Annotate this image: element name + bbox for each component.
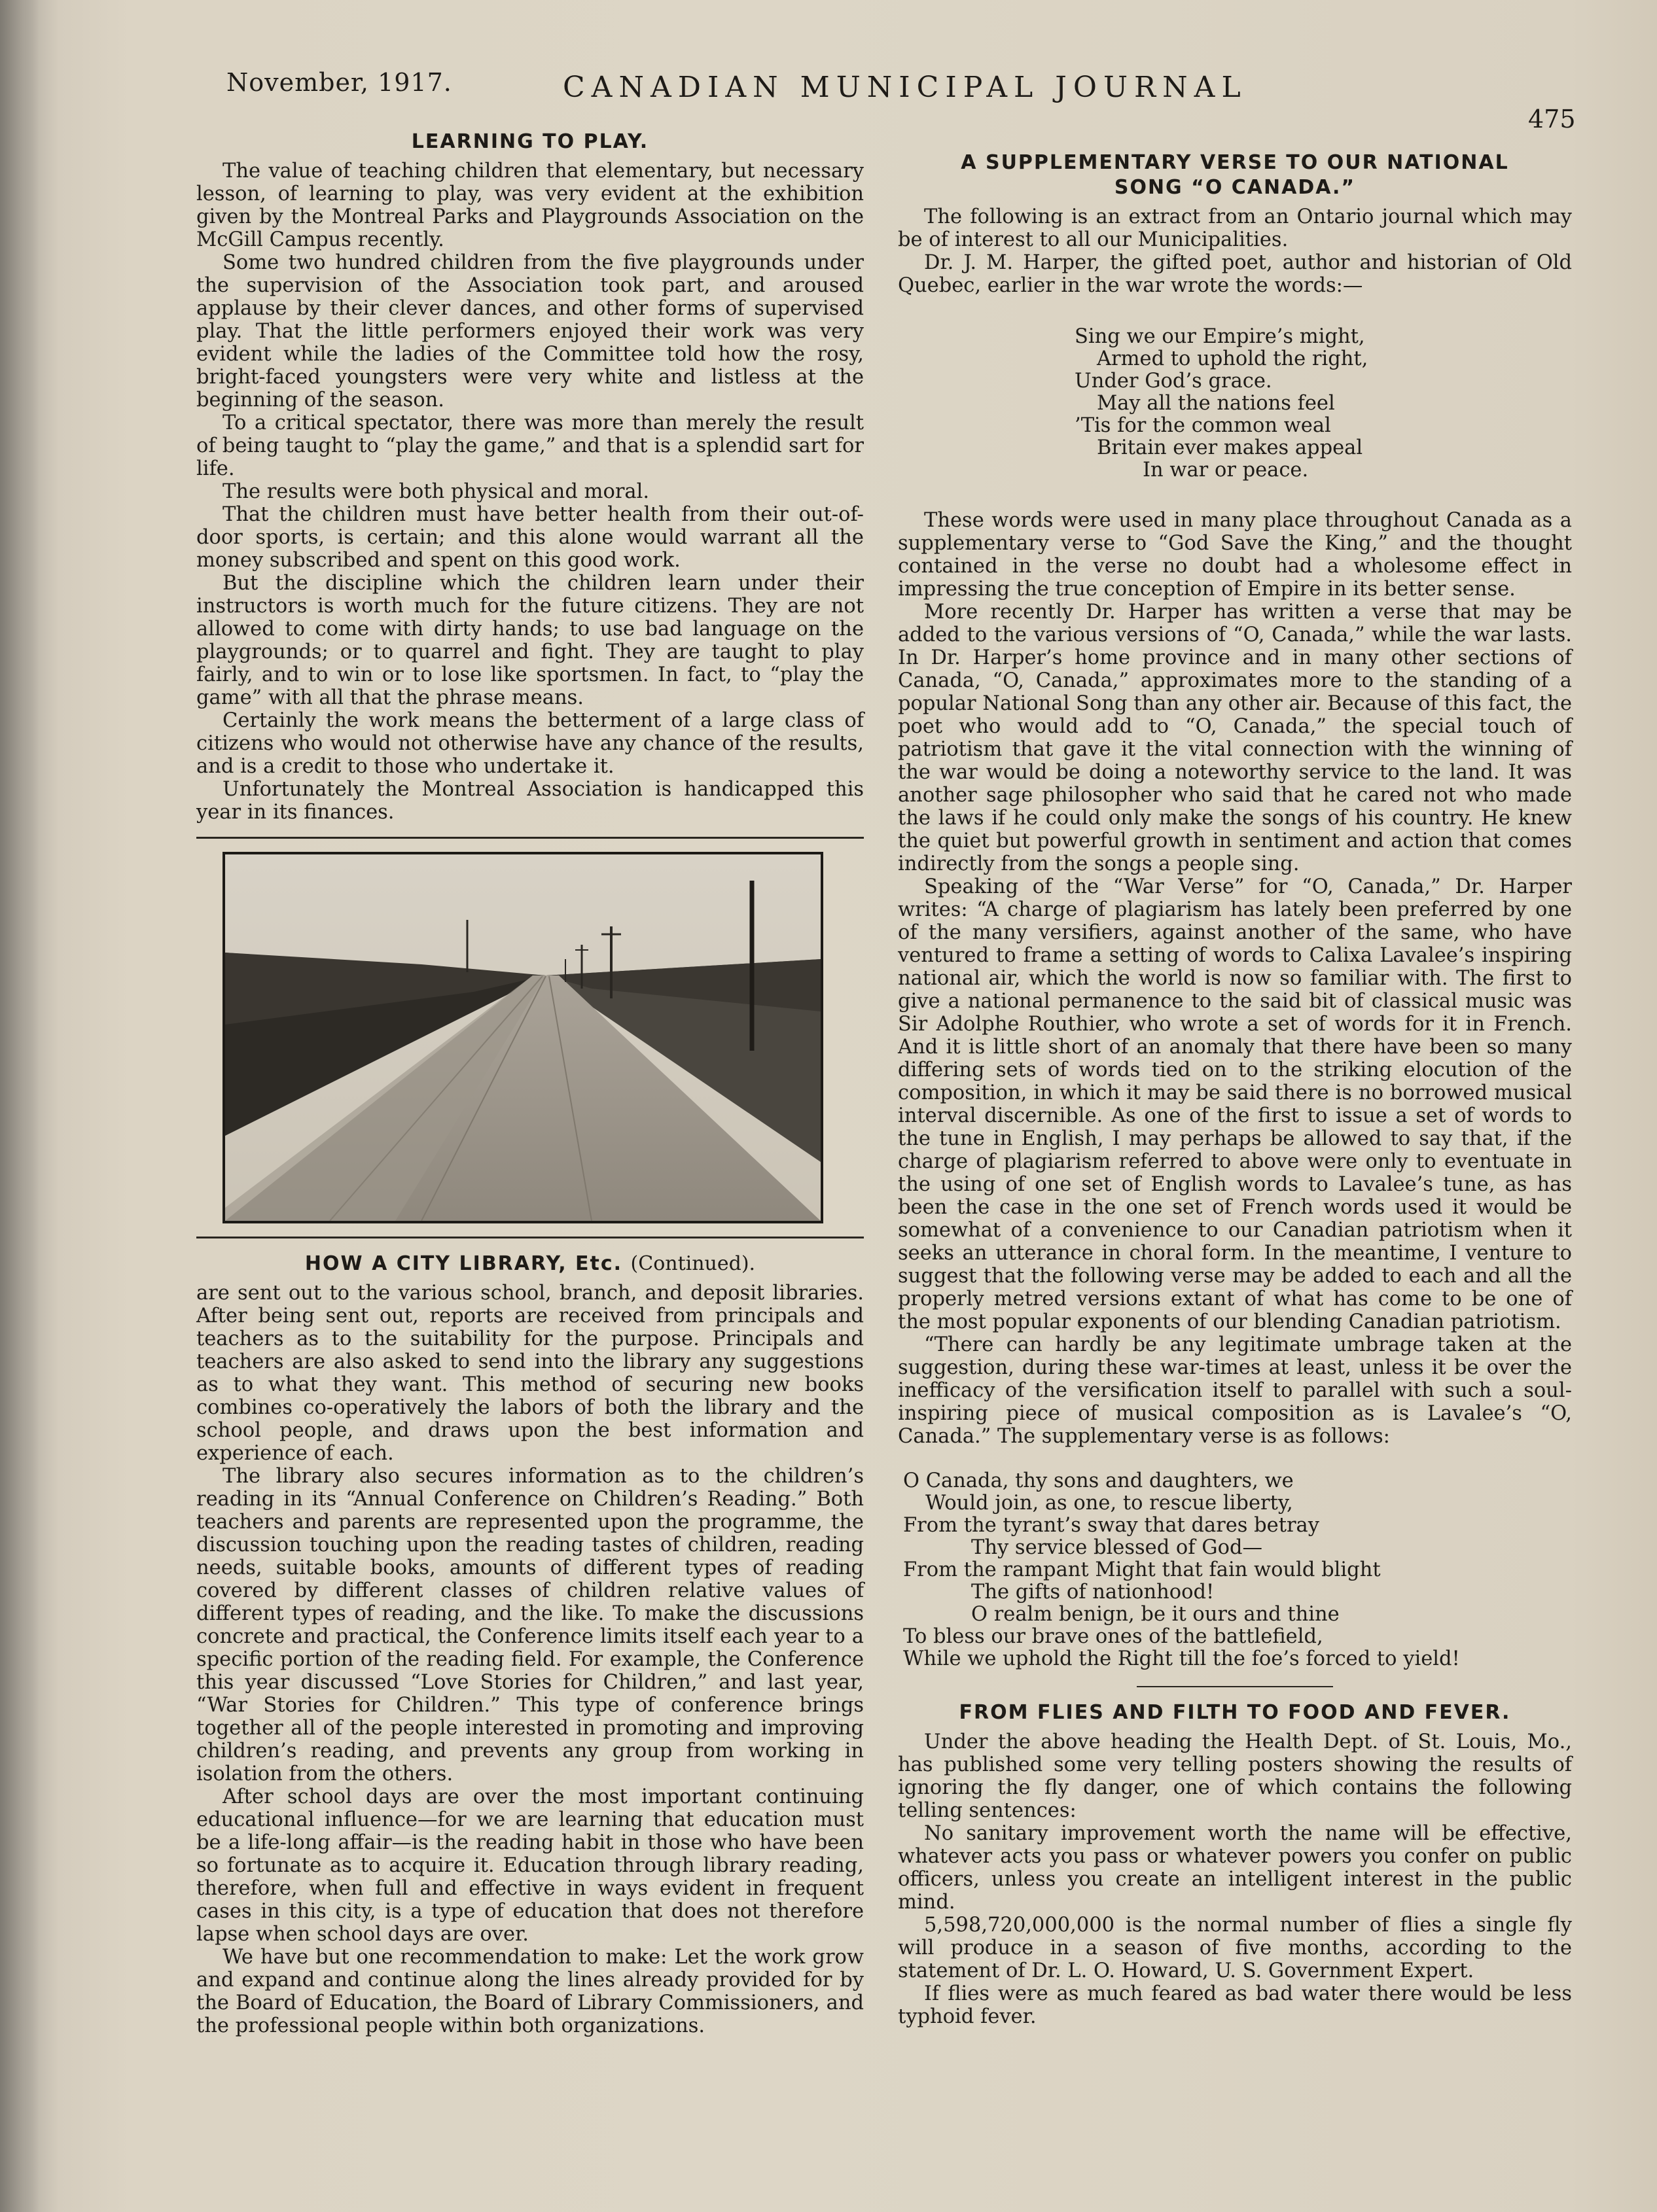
paragraph: The results were both physical and moral. bbox=[223, 480, 650, 503]
column-rule bbox=[196, 1237, 864, 1238]
paragraph: The value of teaching children that elementary, but necessary lesson, of learning to play, was very evident at the exhibition given by the Montreal Parks and Playgrounds Association on the McGill Campus recently. bbox=[196, 160, 864, 251]
article-heading-learning: LEARNING TO PLAY. bbox=[411, 130, 649, 153]
poem-line: Sing we our Empire’s might, bbox=[1075, 325, 1365, 348]
left-column bbox=[196, 130, 864, 2037]
paragraph: are sent out to the various school, branch, and deposit libraries. After being sent out, reports are received from principals and teachers as to the suitability for the purpose. Principals and teachers are also asked to send into the library any suggestions as to what they want. This method of securing new books combines co-operatively the labors of both the library and the school people, and draws upon the best information and experience of each. bbox=[196, 1282, 864, 1465]
paragraph: Some two hundred children from the five playgrounds under the supervision of the Association took part, and aroused applause by their clever dances, and other forms of supervised play. That the little performers enjoyed their work was very evident while the ladies of the Committee told how the rosy, bright-faced youngsters were very white and listless at the beginning of the season. bbox=[196, 251, 864, 412]
poem-line: Armed to uphold the right, bbox=[1097, 347, 1368, 370]
paragraph: The following is an extract from an Ontario journal which may be of interest to all our Municipalities. bbox=[898, 205, 1572, 251]
poem-line: O realm benign, be it ours and thine bbox=[971, 1603, 1340, 1626]
page-number: 475 bbox=[1528, 105, 1576, 133]
library-heading-continued: (Continued). bbox=[630, 1252, 756, 1275]
poem-line: Britain ever makes appeal bbox=[1097, 436, 1363, 459]
poem-empire bbox=[1075, 326, 1572, 482]
poem-line: Would join, as one, to rescue liberty, bbox=[925, 1492, 1293, 1515]
poem-line: From the tyrant’s sway that dares betray bbox=[903, 1514, 1319, 1537]
poem-line: Thy service blessed of God— bbox=[971, 1536, 1263, 1559]
poem-line: To bless our brave ones of the battlefield, bbox=[903, 1625, 1323, 1648]
paragraph: “There can hardly be any legitimate umbrage taken at the suggestion, during these war-times at least, unless it be over the inefficacy of the versification itself to parallel with such a soul-inspiring piece of musical composition as is Lavalee’s “O, Canada.” The supplementary verse is as follows: bbox=[898, 1333, 1572, 1448]
page-header bbox=[223, 63, 1597, 133]
article-body-library bbox=[196, 1282, 864, 2037]
article-body-learning bbox=[196, 160, 864, 824]
poem-line: O Canada, thy sons and daughters, we bbox=[903, 1469, 1294, 1492]
paragraph: Certainly the work means the betterment of a large class of citizens who would not otherwise have any chance of the results, and is a credit to those who undertake it. bbox=[196, 709, 864, 778]
paragraph: After school days are over the most important continuing educational influence—for we are learning that education must be a life-long affair—is the reading habit in those who have been so fortunate as to acquire it. Education through library reading, therefore, when full and effective in ways evident in frequent cases in this city, is a type of education that does not therefore lapse when school days are over. bbox=[196, 1785, 864, 1946]
paragraph: No sanitary improvement worth the name will be effective, whatever acts you pass or whatever powers you confer on public officers, unless you create an intelligent interest in the public mind. bbox=[898, 1822, 1572, 1914]
paragraph: More recently Dr. Harper has written a verse that may be added to the various versions of “O, Canada,” while the war lasts. In Dr. Harper’s home province and in many other sections of Canada, “O, Canada,” approximates more to the standing of a popular National Song than any other air. Because of this fact, the poet who would add to “O, Canada,” the special touch of patriotism that gave it the vital connection with the winning of the war would be doing a noteworthy service to the land. It was another sage philosopher who said that he cared not who made the laws if he could only make the songs of his country. He knew the quiet but powerful growth in sentiment and action that comes indirectly from the songs a people sing. bbox=[898, 601, 1572, 875]
article-body-flies bbox=[898, 1730, 1572, 2028]
section-divider bbox=[1137, 1686, 1333, 1687]
paragraph: To a critical spectator, there was more than merely the result of being taught to “play the game,” and that is a splendid sart for life. bbox=[196, 412, 864, 480]
paragraph: 5,598,720,000,000 is the normal number of flies a single fly will produce in a season of five months, according to the statement of Dr. L. O. Howard, U. S. Government Expert. bbox=[898, 1914, 1572, 1982]
paragraph: These words were used in many place throughout Canada as a supplementary verse to “God Save the King,” and the thought contained in the verse no doubt had a wholesome effect in impressing the true conception of Empire in its better sense. bbox=[898, 509, 1572, 601]
paragraph: Under the above heading the Health Dept. of St. Louis, Mo., has published some very telling posters showing the results of ignoring the fly danger, one of which contains the following telling sentences: bbox=[898, 1730, 1572, 1822]
poem-line: While we uphold the Right till the foe’s forced to yield! bbox=[903, 1647, 1460, 1670]
header-date: November, 1917. bbox=[226, 68, 452, 97]
poem-o-canada bbox=[903, 1470, 1572, 1670]
right-column bbox=[898, 150, 1572, 2028]
paragraph: We have but one recommendation to make: Let the work grow and expand and continue along the lines already provided for by the Board of Education, the Board of Library Commissioners, and the professional people within both organizations. bbox=[196, 1946, 864, 2037]
library-heading-text: HOW A CITY LIBRARY, Etc. bbox=[304, 1252, 623, 1275]
road-photograph bbox=[223, 852, 823, 1223]
paragraph: Dr. J. M. Harper, the gifted poet, author and historian of Old Quebec, earlier in the war wrote the words:— bbox=[898, 251, 1572, 297]
journal-title: CANADIAN MUNICIPAL JOURNAL bbox=[563, 71, 1247, 104]
article-heading-verse bbox=[898, 150, 1572, 200]
page-gutter bbox=[0, 0, 39, 2212]
article-heading-library bbox=[196, 1252, 864, 1276]
verse-heading-line1: A SUPPLEMENTARY VERSE TO OUR NATIONAL bbox=[961, 151, 1509, 174]
paragraph: That the children must have better health from their out-of- door sports, is certain; and this alone would warrant all the money subscribed and spent on this good work. bbox=[196, 503, 864, 572]
poem-line: Under God’s grace. bbox=[1075, 370, 1272, 393]
column-rule bbox=[196, 837, 864, 839]
paragraph: Speaking of the “War Verse” for “O, Canada,” Dr. Harper writes: “A charge of plagiarism has lately been preferred by one of the many versifiers, against another of the same, who have ventured to frame a setting of words to Calixa Lavalee’s inspiring national air, which the world is now so familiar with. The first to give a national permanence to the said bit of classical music was Sir Adolphe Routhier, who wrote a set of words for it in French. And it is little short of an anomaly that there have been so many differing sets of words tied on to the striking elocution of the composition, in which it may be said there is no borrowed musical interval discernible. As one of the first to issue a set of words to the tune in English, I may perhaps be allowed to say that, if the charge of plagiarism referred to above were only to eventuate in the using of one set of English words to Lavalee’s tune, as has been the case in the one set of French words used it would be somewhat of a convenience to our Canadian patriotism when it seeks an utterance in choral form. In the meantime, I venture to suggest that the following verse may be added to each and all the properly metred versions extant of what has come to be one of the most popular exponents of our blending Canadian patriotism. bbox=[898, 875, 1572, 1333]
paragraph: But the discipline which the children learn under their instructors is worth much for the future citizens. They are not allowed to come with dirty hands; to use bad language on the playgrounds; or to quarrel and fight. They are taught to play fairly, and to win or to lose like sportsmen. In fact, to “play the game” with all that the phrase means. bbox=[196, 572, 864, 709]
road-photo-image bbox=[225, 854, 821, 1221]
paragraph: If flies were as much feared as bad water there would be less typhoid fever. bbox=[898, 1982, 1572, 2028]
paragraph: The library also secures information as to the children’s reading in its “Annual Conference on Children’s Reading.” Both teachers and parents are represented upon the programme, the discussion touching upon the reading tastes of children, reading needs, suitable books, amounts of different types of reading covered by different classes of children relative values of different types of reading, and the like. To make the discussions concrete and practical, the Conference limits itself each year to a specific portion of the reading field. For example, the Conference this year discussed “Love Stories for Children,” and last year, “War Stories for Children.” This type of conference brings together all of the people interested in promoting and improving children’s reading, and prevents any group from working in isolation from the others. bbox=[196, 1465, 864, 1785]
paragraph: Unfortunately the Montreal Association is handicapped this year in its finances. bbox=[196, 778, 864, 824]
poem-line: May all the nations feel bbox=[1097, 392, 1335, 415]
poem-line: The gifts of nationhood! bbox=[971, 1581, 1215, 1604]
article-body-verse bbox=[898, 205, 1572, 1670]
poem-line: ’Tis for the common weal bbox=[1075, 414, 1331, 437]
poem-line: In war or peace. bbox=[1143, 459, 1309, 482]
poem-line: From the rampant Might that fain would blight bbox=[903, 1558, 1381, 1581]
verse-heading-line2: SONG “O CANADA.” bbox=[1114, 176, 1356, 199]
article-heading-flies: FROM FLIES AND FILTH TO FOOD AND FEVER. bbox=[959, 1701, 1511, 1724]
